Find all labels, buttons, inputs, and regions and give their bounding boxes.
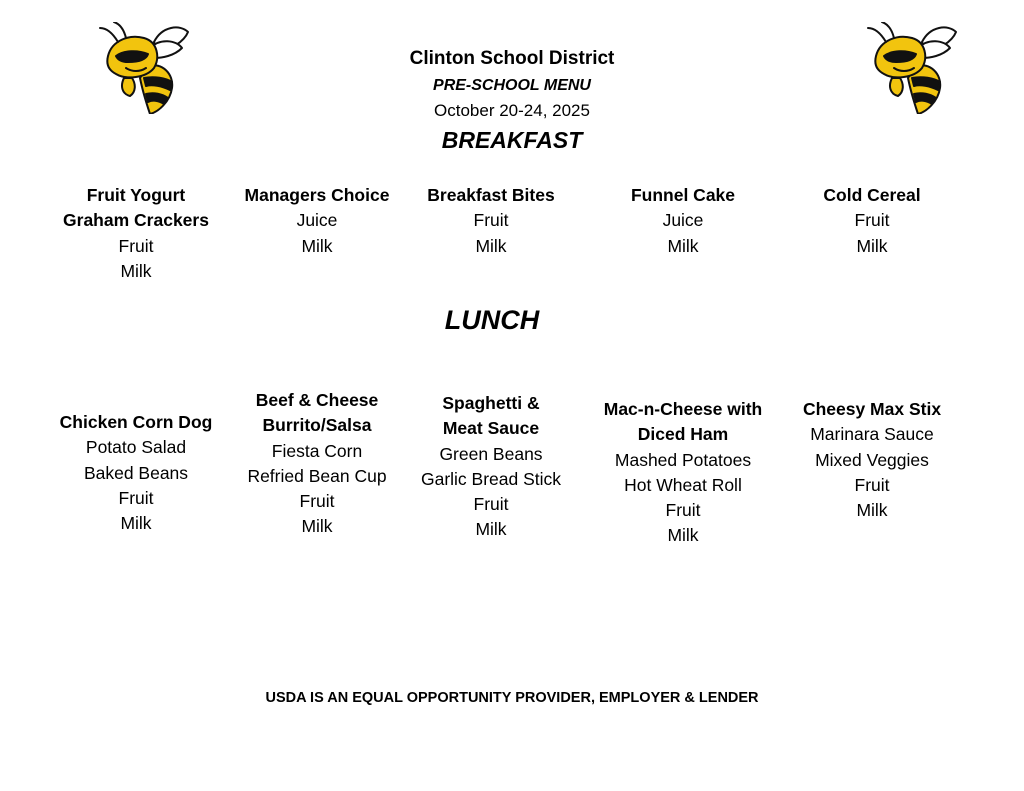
- breakfast-side-item: Fruit: [854, 210, 890, 231]
- lunch-main-item: Cheesy Max Stix: [802, 399, 942, 419]
- lunch-side-item: Mixed Veggies: [815, 449, 929, 470]
- lunch-day-1: [44, 410, 228, 536]
- lunch-side-item: Fruit: [854, 474, 890, 495]
- lunch-side-item: Milk: [475, 519, 507, 540]
- breakfast-day-4: [591, 183, 775, 259]
- yellow-jacket-mascot-icon: [864, 22, 960, 114]
- breakfast-main-item: Graham Crackers: [63, 210, 209, 231]
- lunch-main-item: Chicken Corn Dog: [59, 412, 213, 432]
- menu-type: PRE-SCHOOL MENU: [433, 77, 591, 94]
- lunch-side-item: Potato Salad: [85, 437, 187, 458]
- lunch-day-2: [225, 388, 409, 540]
- breakfast-main-item: Cold Cereal: [823, 185, 921, 205]
- lunch-side-item: Baked Beans: [83, 462, 189, 483]
- breakfast-side-item: Milk: [475, 235, 507, 256]
- lunch-side-item: Fruit: [665, 500, 701, 521]
- lunch-side-item: Milk: [856, 500, 888, 521]
- lunch-side-item: Hot Wheat Roll: [624, 474, 742, 495]
- lunch-day-5: [780, 397, 964, 523]
- lunch-side-item: Refried Bean Cup: [247, 465, 387, 486]
- lunch-side-item: Marinara Sauce: [810, 424, 934, 445]
- breakfast-side-item: Milk: [856, 235, 888, 256]
- breakfast-side-item: Juice: [296, 210, 338, 231]
- date-range: October 20-24, 2025: [434, 101, 590, 120]
- breakfast-day-2: [225, 183, 409, 259]
- breakfast-side-item: Milk: [120, 260, 152, 281]
- lunch-main-item: Spaghetti &: [442, 393, 540, 413]
- yellow-jacket-mascot-icon: [96, 22, 192, 114]
- lunch-side-item: Green Beans: [439, 443, 543, 464]
- breakfast-title: BREAKFAST: [441, 127, 583, 153]
- lunch-side-item: Fiesta Corn: [271, 440, 363, 461]
- lunch-title: LUNCH: [444, 305, 540, 335]
- lunch-day-3: [399, 391, 583, 543]
- lunch-side-item: Mashed Potatoes: [614, 449, 752, 470]
- breakfast-side-item: Milk: [301, 235, 333, 256]
- breakfast-main-item: Fruit Yogurt: [86, 185, 186, 205]
- lunch-main-item: Beef & Cheese: [255, 390, 379, 410]
- lunch-side-item: Fruit: [118, 487, 154, 508]
- breakfast-day-1: [44, 183, 228, 284]
- lunch-side-item: Milk: [667, 525, 699, 546]
- breakfast-side-item: Fruit: [473, 210, 509, 231]
- lunch-main-item: Diced Ham: [637, 424, 729, 445]
- breakfast-side-item: Juice: [662, 210, 704, 231]
- breakfast-day-3: [399, 183, 583, 259]
- lunch-side-item: Fruit: [299, 491, 335, 512]
- district-name: Clinton School District: [409, 48, 615, 69]
- lunch-day-4: [591, 397, 775, 549]
- breakfast-side-item: Milk: [667, 235, 699, 256]
- lunch-main-item: Meat Sauce: [442, 418, 540, 439]
- lunch-side-item: Fruit: [473, 494, 509, 515]
- lunch-main-item: Mac-n-Cheese with: [603, 399, 763, 419]
- lunch-main-item: Burrito/Salsa: [262, 415, 372, 436]
- lunch-side-item: Garlic Bread Stick: [420, 468, 562, 489]
- breakfast-main-item: Funnel Cake: [630, 185, 736, 205]
- usda-notice: USDA IS AN EQUAL OPPORTUNITY PROVIDER, EMPLOYER & LENDER: [265, 690, 759, 706]
- breakfast-main-item: Managers Choice: [244, 185, 390, 205]
- breakfast-day-5: [780, 183, 964, 259]
- lunch-side-item: Milk: [301, 516, 333, 537]
- breakfast-main-item: Breakfast Bites: [427, 185, 555, 205]
- breakfast-side-item: Fruit: [118, 235, 154, 256]
- lunch-side-item: Milk: [120, 513, 152, 534]
